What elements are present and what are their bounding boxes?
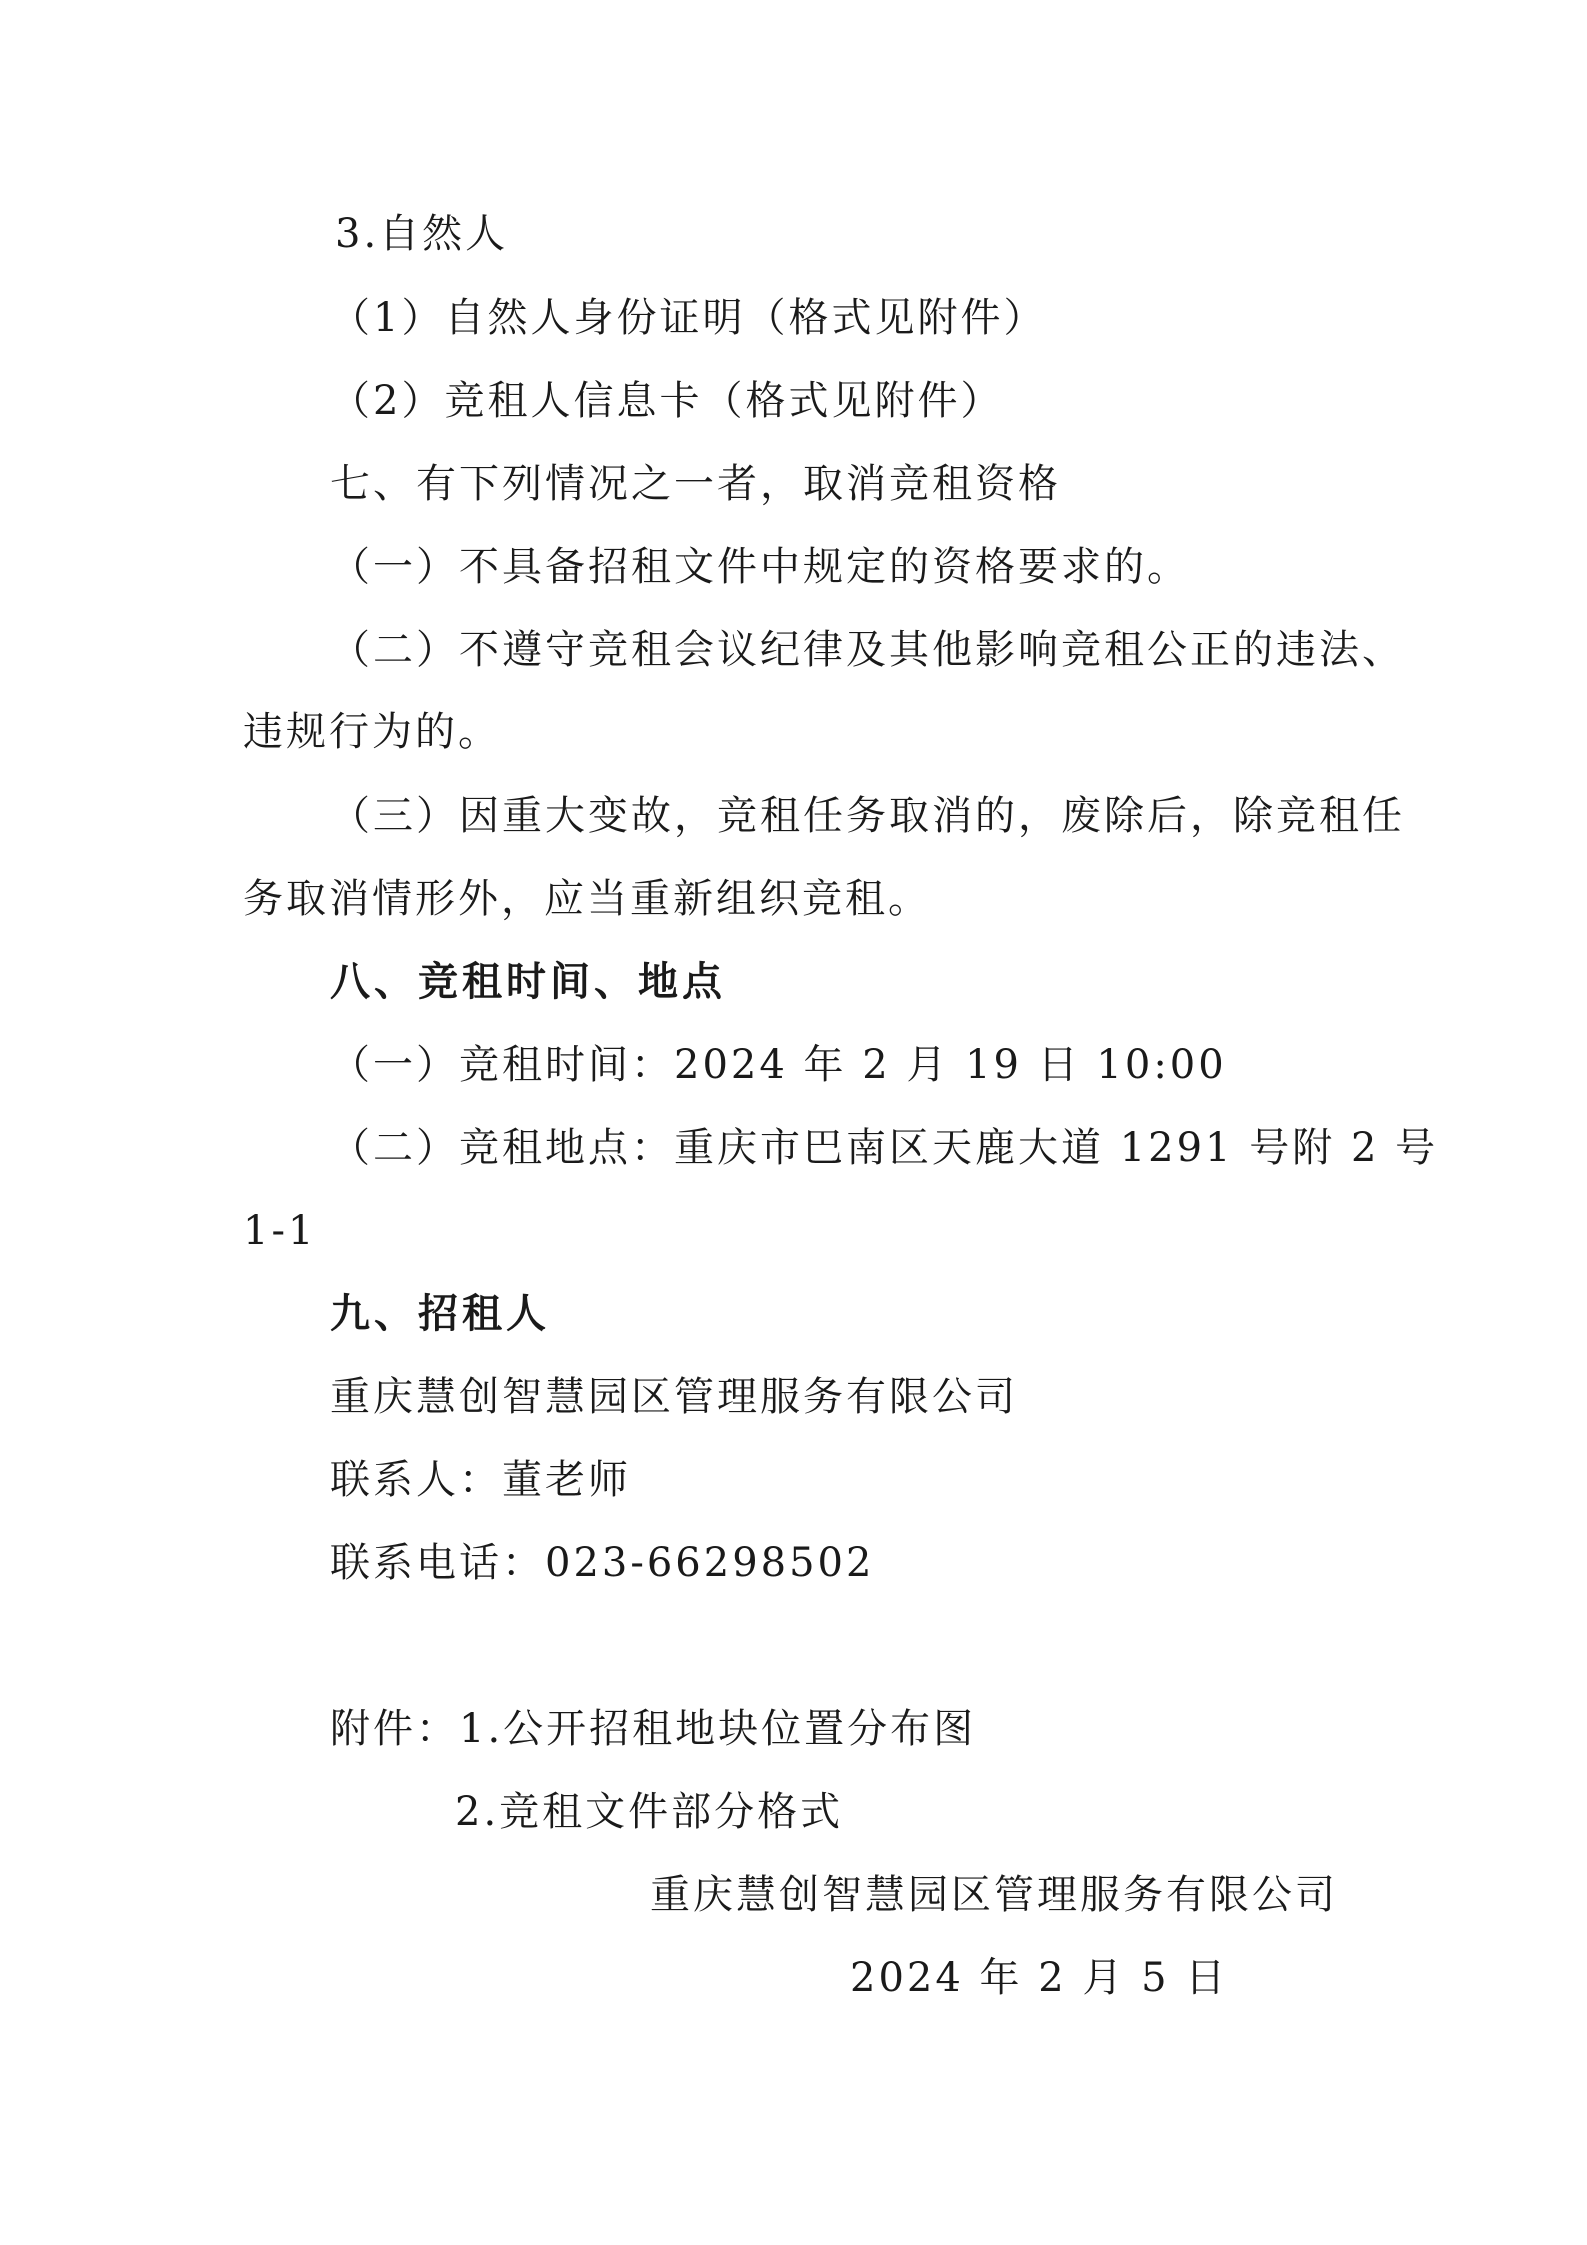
section-seven-heading: 七、有下列情况之一者，取消竞租资格	[330, 461, 1061, 507]
signature-date: 2024 年 2 月 5 日	[850, 1955, 1229, 2001]
lessor-company: 重庆慧创智慧园区管理服务有限公司	[330, 1374, 1018, 1420]
contact-phone: 联系电话：023-66298502	[330, 1540, 875, 1586]
section-nine-heading: 九、招租人	[330, 1291, 550, 1337]
contact-person: 联系人：董老师	[330, 1457, 631, 1503]
section-seven-item-1: （一）不具备招租文件中规定的资格要求的。	[330, 544, 1190, 590]
natural-person-title: 3.自然人	[335, 211, 509, 257]
bid-place-line-1: （二）竞租地点：重庆市巴南区天鹿大道 1291 号附 2 号	[330, 1125, 1439, 1171]
attachment-item-2: 2.竞租文件部分格式	[455, 1789, 844, 1835]
bid-time: （一）竞租时间：2024 年 2 月 19 日 10:00	[330, 1042, 1227, 1088]
section-seven-item-2-line-2: 违规行为的。	[243, 709, 501, 755]
natural-person-item-1: （1）自然人身份证明（格式见附件）	[330, 295, 1047, 341]
section-seven-item-3-line-1: （三）因重大变故，竞租任务取消的，废除后，除竞租任	[330, 793, 1405, 839]
section-seven-item-2-line-1: （二）不遵守竞租会议纪律及其他影响竞租公正的违法、	[330, 627, 1405, 673]
section-eight-heading: 八、竞租时间、地点	[330, 959, 726, 1005]
signature-company: 重庆慧创智慧园区管理服务有限公司	[650, 1872, 1338, 1918]
natural-person-item-2: （2）竞租人信息卡（格式见附件）	[330, 378, 1004, 424]
attachment-item-1: 附件：1.公开招租地块位置分布图	[330, 1706, 977, 1752]
section-seven-item-3-line-2: 务取消情形外，应当重新组织竞租。	[243, 876, 931, 922]
bid-place-line-2: 1-1	[243, 1208, 317, 1254]
